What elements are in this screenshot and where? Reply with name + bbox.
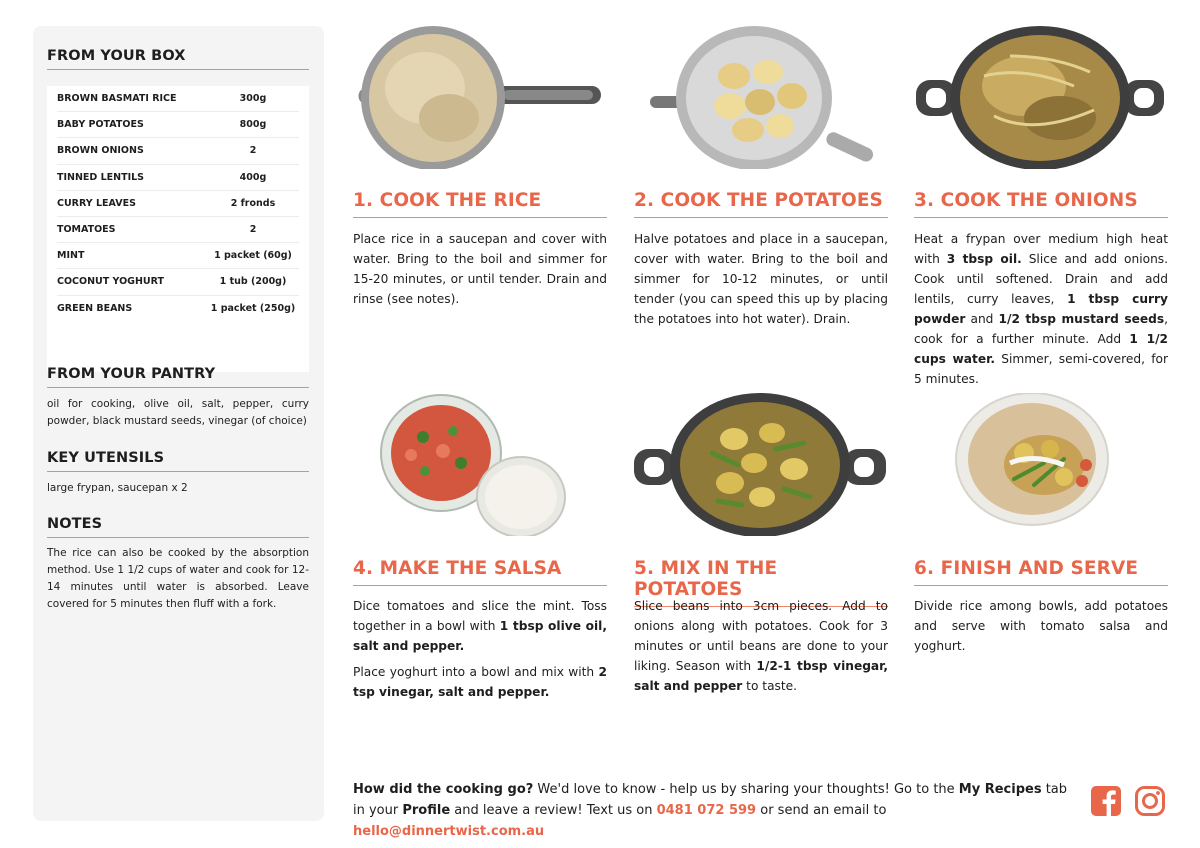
footer-text: My Recipes: [958, 782, 1042, 797]
ingredient-quantity: 300g: [239, 93, 267, 105]
step-emphasis: 1/2 tbsp mustard seeds: [998, 312, 1165, 326]
step-text: Halve potatoes and place in a saucepan, cover with water. Bring to the boil and simmer for 10-12 minutes, or until tender (you can speed this up by placing the potatoes into hot water). Drain.: [634, 232, 888, 326]
step-5-title: 5. MIX IN THE POTATOES: [634, 558, 888, 607]
notes-title: NOTES: [47, 516, 309, 538]
footer-text: We'd love to know - help us by sharing your thoughts! Go to the: [533, 782, 959, 797]
ingredients-sidebar: [33, 26, 324, 821]
notes-text: The rice can also be cooked by the absorption method. Use 1 1/2 cups of water and cook for 12-14 minutes until water is absorbed. Leave covered for 5 minutes then fluff with a fork.: [47, 547, 309, 610]
step-6-body: [914, 596, 1168, 662]
step-2-body: [634, 229, 888, 335]
footer-text: Profile: [402, 803, 451, 818]
step-1-body: [353, 229, 607, 315]
ingredient-row: [57, 243, 299, 269]
onions-pan-photo: [914, 26, 1168, 169]
step-text: Divide rice among bowls, add potatoes and serve with tomato salsa and yoghurt.: [914, 599, 1168, 653]
ingredient-quantity: 400g: [239, 171, 267, 183]
step-1-title: 1. COOK THE RICE: [353, 190, 607, 218]
ingredient-row: [57, 217, 299, 243]
ingredient-name: MINT: [57, 250, 85, 262]
ingredient-quantity: 1 packet (60g): [214, 250, 292, 262]
rice-strainer-photo: [353, 26, 607, 169]
step-text: and: [965, 312, 999, 326]
step-text: Slice and add onions. Cook until softened. Drain and add lentils, curry leaves,: [914, 252, 1169, 306]
ingredient-quantity: 2: [249, 224, 257, 236]
step-paragraph: [914, 229, 1168, 389]
step-paragraph: [914, 596, 1168, 656]
step-5-body: [634, 596, 888, 702]
facebook-icon[interactable]: [1090, 785, 1122, 817]
step-text: Simmer, semi-covered, for 5 minutes.: [914, 352, 1168, 386]
step-paragraph: [353, 596, 607, 656]
ingredient-quantity: 1 packet (250g): [210, 303, 296, 315]
pantry-text: oil for cooking, olive oil, salt, pepper, curry powder, black mustard seeds, vinegar (of choice): [47, 398, 309, 427]
ingredient-name: TINNED LENTILS: [57, 171, 145, 183]
step-text: to taste.: [742, 679, 798, 693]
ingredient-quantity: 800g: [239, 119, 267, 131]
ingredient-quantity: 1 tub (200g): [219, 276, 287, 288]
ingredient-row: [57, 296, 299, 322]
step-emphasis: 3 tbsp oil.: [946, 252, 1022, 266]
ingredient-name: CURRY LEAVES: [57, 197, 136, 209]
footer-text: and leave a review! Text us on: [450, 803, 657, 818]
potatoes-beans-pan-photo: [634, 393, 888, 536]
ingredient-row: [57, 112, 299, 138]
step-paragraph: [353, 662, 607, 702]
step-text: Dice tomatoes and slice the mint. Toss together in a bowl with: [353, 599, 607, 633]
step-emphasis: 1 tbsp curry powder: [914, 292, 1168, 326]
ingredient-row: [57, 86, 299, 112]
potatoes-pot-photo: [634, 26, 888, 169]
step-6-title: 6. FINISH AND SERVE: [914, 558, 1168, 586]
ingredient-quantity: 2 fronds: [230, 197, 276, 209]
ingredient-name: TOMATOES: [57, 224, 116, 236]
ingredient-row: [57, 191, 299, 217]
step-text: Place rice in a saucepan and cover with water. Bring to the boil and simmer for 15-20 minutes, or until tender. Drain and rinse (see notes).: [353, 232, 607, 306]
step-text: , cook for a further minute. Add: [914, 312, 1168, 346]
feedback-footer: [353, 779, 1073, 842]
footer-text: How did the cooking go?: [353, 782, 534, 797]
footer-text: or send an email to: [756, 803, 887, 818]
ingredient-name: GREEN BEANS: [57, 303, 133, 315]
step-3-body: [914, 229, 1168, 395]
utensils-text: large frypan, saucepan x 2: [47, 482, 188, 494]
step-paragraph: [353, 229, 607, 309]
instagram-icon[interactable]: [1134, 785, 1166, 817]
step-text: Heat a frypan over medium high heat with: [914, 232, 1168, 266]
from-your-box-title: FROM YOUR BOX: [47, 48, 309, 70]
step-paragraph: [634, 229, 888, 329]
finished-bowl-photo: [914, 393, 1168, 536]
ingredient-name: COCONUT YOGHURT: [57, 276, 164, 288]
email-link[interactable]: hello@dinnertwist.com.au: [353, 824, 545, 839]
box-ingredients-table: [47, 86, 309, 372]
key-utensils-title: KEY UTENSILS: [47, 450, 309, 472]
ingredient-quantity: 2: [249, 145, 257, 157]
footer-text: tab in your: [353, 782, 1068, 818]
step-4-body: [353, 596, 607, 708]
step-emphasis: 1 1/2 cups water.: [914, 332, 1169, 366]
step-paragraph: [634, 596, 888, 696]
step-emphasis: 1 tbsp olive oil, salt and pepper.: [353, 619, 607, 653]
step-2-title: 2. COOK THE POTATOES: [634, 190, 888, 218]
step-emphasis: 1/2-1 tbsp vinegar, salt and pepper: [634, 659, 889, 693]
ingredient-row: [57, 269, 299, 295]
phone-link[interactable]: 0481 072 599: [656, 803, 757, 818]
ingredient-name: BROWN BASMATI RICE: [57, 93, 177, 105]
ingredient-row: [57, 138, 299, 164]
step-text: Place yoghurt into a bowl and mix with: [353, 665, 599, 679]
step-4-title: 4. MAKE THE SALSA: [353, 558, 607, 586]
ingredient-name: BROWN ONIONS: [57, 145, 144, 157]
from-your-pantry-title: FROM YOUR PANTRY: [47, 366, 309, 388]
ingredient-name: BABY POTATOES: [57, 119, 144, 131]
salsa-yoghurt-photo: [353, 393, 607, 536]
step-text: Slice beans into 3cm pieces. Add to onions along with potatoes. Cook for 3 minutes or until beans are done to your liking. Season with: [634, 599, 888, 673]
step-3-title: 3. COOK THE ONIONS: [914, 190, 1168, 218]
step-emphasis: 2 tsp vinegar, salt and pepper.: [353, 665, 607, 699]
ingredient-row: [57, 165, 299, 191]
